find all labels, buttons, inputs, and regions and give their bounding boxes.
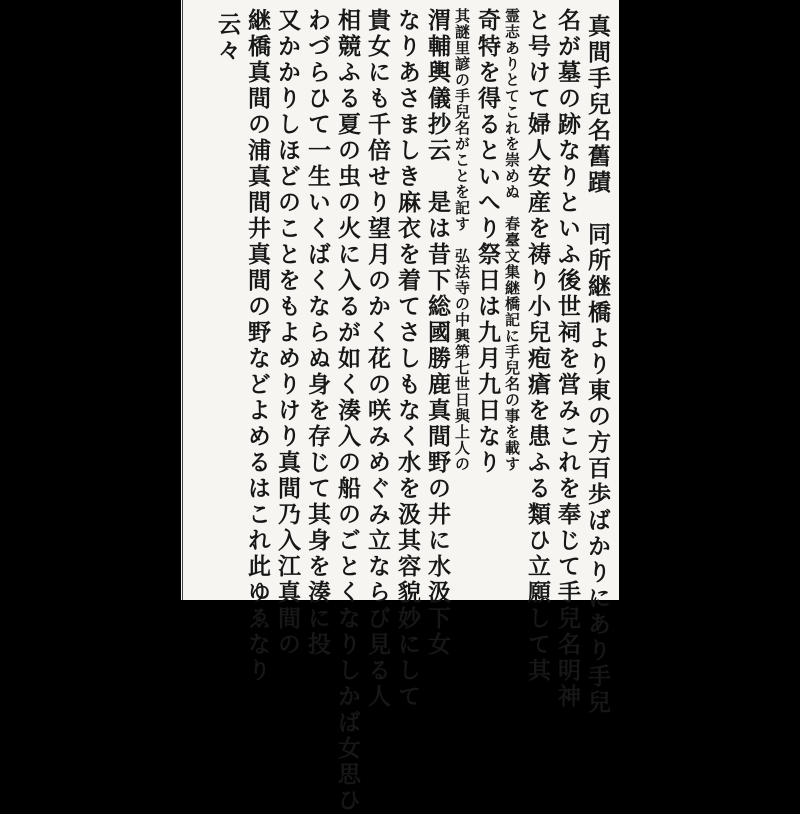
text-column-6-annotation: 其謎里諺の手兒名がことを記す 弘法寺の中興第七世日與上人の (453, 8, 471, 472)
text-column-1: 真間手兒名舊蹟 同所継橋より東の方百歩ばかりにあり手兒 (584, 14, 611, 716)
text-column-8: なりあさましき麻衣を着てさしもなく水を汲其容貌妙にして (394, 8, 421, 710)
page-spine-line (182, 0, 183, 600)
text-column-7: 渭輔輿儀抄云 是は昔下総國勝鹿真間野の井に水汲下女 (424, 8, 451, 658)
text-column-11: わづらひて一生いくばくならぬ身を存じて其身を湊に投 (304, 8, 331, 658)
text-column-2: 名が墓の跡なりといふ後世祠を営みこれを奉じて手兒名明神 (554, 8, 581, 710)
text-column-5: 奇特を得るといへり祭日は九月九日なり (474, 8, 501, 476)
text-column-4-annotation: 霊志ありとてこれを崇めぬ 春臺文集継橋記に手兒名の事を載す (503, 8, 521, 472)
text-column-13: 継橋真間の浦真間井真間の野などよめるはこれ此ゆゑなり (244, 8, 271, 684)
text-column-3: と号けて婦人安産を祷り小兒疱瘡を患ふる類ひ立願して其 (524, 8, 551, 684)
text-column-14: 云々 (214, 12, 241, 64)
text-column-9: 貴女にも千倍せり望月のかく花の咲みめぐみ立ならび見る人 (364, 8, 391, 710)
text-column-10: 相競ふる夏の虫の火に入るが如く湊入の船のごとくなりしかば女思ひ (334, 8, 361, 814)
text-column-12: 又かかりしほどのことをもよめりけり真間乃入江真間の (274, 8, 301, 658)
vertical-text-block (190, 8, 612, 814)
